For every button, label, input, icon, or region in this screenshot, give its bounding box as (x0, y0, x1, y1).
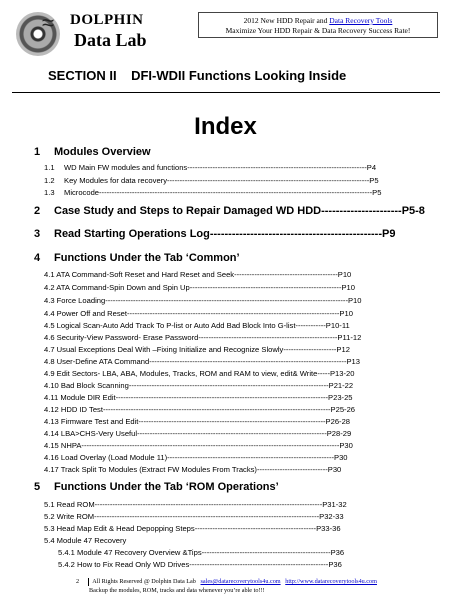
ad-tagline: Maximize Your HDD Repair & Data Recovery Success Rate! (225, 26, 411, 35)
footer-rights: All Rights Reserved @ Dolphin Data Lab (92, 578, 196, 585)
ad-link[interactable]: Data Recovery Tools (329, 16, 393, 25)
toc-entry[interactable]: 5.4.2 How to Fix Read Only WD Drives-------------------------------------------------------P36 (58, 560, 342, 569)
toc-entry[interactable]: 4.15 NHPA------------------------------------------------------------------------------------------------------P30 (44, 441, 353, 450)
dolphin-icon: ≈ (42, 10, 55, 35)
toc-entry[interactable]: 4.1 ATA Command-Soft Reset and Hard Reset and Seek-----------------------------------------P10 (44, 270, 352, 279)
toc-entry[interactable]: 4.16 Load Overlay (Load Module 11)------------------------------------------------------------------P30 (44, 453, 348, 462)
heading-text: Case Study and Steps to Repair Damaged WD HDD----------------------P5-8 (54, 205, 425, 217)
toc-entry[interactable]: 4.4 Power Off and Reset------------------------------------------------------------------------------------P10 (44, 309, 353, 318)
footer-email-link[interactable]: sales@datarecoverytools4u.com (200, 578, 281, 585)
toc-entry[interactable]: 5.4 Module 47 Recovery (44, 536, 127, 545)
heading-number: 5 (34, 481, 41, 493)
heading-text: Modules Overview (54, 146, 151, 158)
toc-entry[interactable]: 4.17 Track Split To Modules (Extract FW Modules From Tracks)----------------------------P30 (44, 465, 342, 474)
heading-number: 2 (34, 205, 41, 217)
toc-entry[interactable]: 5.4.1 Module 47 Recovery Overview &Tips---------------------------------------------------P36 (58, 548, 345, 557)
toc-entry[interactable]: 4.14 LBA>CHS-Very Useful---------------------------------------------------------------------------P28-29 (44, 429, 352, 438)
toc-entry[interactable]: 4.12 HDD ID Test------------------------------------------------------------------------------------------P25-26 (44, 405, 356, 414)
index-title: Index (194, 113, 257, 140)
ad-text: 2012 New HDD Repair and (243, 16, 330, 25)
section-title: SECTION II DFI-WDII Functions Looking Inside (48, 68, 347, 83)
toc-entry[interactable]: 4.10 Bad Block Scanning-------------------------------------------------------------------------------P21-22 (44, 381, 354, 390)
heading-text: Read Starting Operations Log-----------------------------------------------P9 (54, 228, 396, 240)
logo-line1: DOLPHIN (70, 12, 144, 28)
heading-number: 3 (34, 228, 41, 240)
toc-entry-number: 1.3 (44, 188, 55, 197)
toc-entry-number: 1.1 (44, 163, 55, 172)
toc-entry[interactable]: 4.7 Usual Exceptions Deal With –Fixing Initialize and Recognize Slowly---------------------P12 (44, 345, 350, 354)
toc-entry[interactable] (44, 176, 379, 185)
heading-5 (34, 481, 279, 493)
toc-entry[interactable]: 5.3 Head Map Edit & Head Depopping Steps------------------------------------------------P33-36 (44, 524, 341, 533)
toc-entry[interactable]: 5.1 Read ROM------------------------------------------------------------------------------------------P31-32 (44, 500, 347, 509)
heading-2[interactable] (34, 205, 425, 217)
heading-text: Functions Under the Tab ‘Common’ (54, 252, 240, 264)
toc-entry-text: Key Modules for data recovery--------------------------------------------------------------------------------P5 (64, 176, 379, 185)
toc-entry[interactable]: 4.6 Security-View Password- Erase Password-------------------------------------------------------P11-12 (44, 333, 362, 342)
toc-entry[interactable] (44, 163, 376, 172)
toc-entry[interactable] (44, 188, 381, 197)
toc-entry[interactable]: 4.9 Edit Sectors- LBA, ABA, Modules, Tracks, ROM and RAM to view, edit& Write-----P13-20 (44, 369, 355, 378)
heading-4 (34, 252, 240, 264)
toc-entry[interactable]: 4.2 ATA Command-Spin Down and Spin Up------------------------------------------------------------P10 (44, 283, 356, 292)
dolphin-logo (12, 6, 162, 62)
toc-entry[interactable]: 4.13 Firmware Test and Edit--------------------------------------------------------------------------P26-28 (44, 417, 351, 426)
heading-number: 1 (34, 146, 41, 158)
toc-entry-number: 1.2 (44, 176, 55, 185)
logo-line2: Data Lab (74, 30, 147, 50)
ad-banner (198, 12, 438, 38)
heading-3[interactable] (34, 228, 395, 240)
toc-entry[interactable]: 4.8 User-Define ATA Command------------------------------------------------------------------------------P13 (44, 357, 360, 366)
toc-entry-text: Microcode------------------------------------------------------------------------------------------------------------P5 (64, 188, 382, 197)
heading-text: Functions Under the Tab ‘ROM Operations’ (54, 481, 279, 493)
page-footer (76, 577, 377, 595)
toc-entry[interactable]: 4.3 Force Loading------------------------------------------------------------------------------------------------P10 (44, 296, 362, 305)
toc-entry-text: WD Main FW modules and functions-----------------------------------------------------------------------P4 (64, 163, 377, 172)
divider (12, 92, 440, 93)
toc-entry[interactable]: 4.5 Logical Scan-Auto Add Track To P-list or Auto Add Bad Block Into G-list------------P10-11 (44, 321, 350, 330)
page-number: 2 (76, 578, 80, 585)
footer-divider (88, 578, 89, 586)
footer-url-link[interactable]: http://www.datarecoverytools4u.com (285, 578, 377, 585)
heading-1 (34, 146, 151, 158)
toc-entry[interactable]: 4.11 Module DIR Edit------------------------------------------------------------------------------------P23-25 (44, 393, 353, 402)
footer-tagline: Backup the modules, ROM, tracks and data whenever you’re able to!!! (89, 587, 265, 594)
heading-number: 4 (34, 252, 41, 264)
toc-entry[interactable]: 5.2 Write ROM-----------------------------------------------------------------------------------------P32-33 (44, 512, 344, 521)
